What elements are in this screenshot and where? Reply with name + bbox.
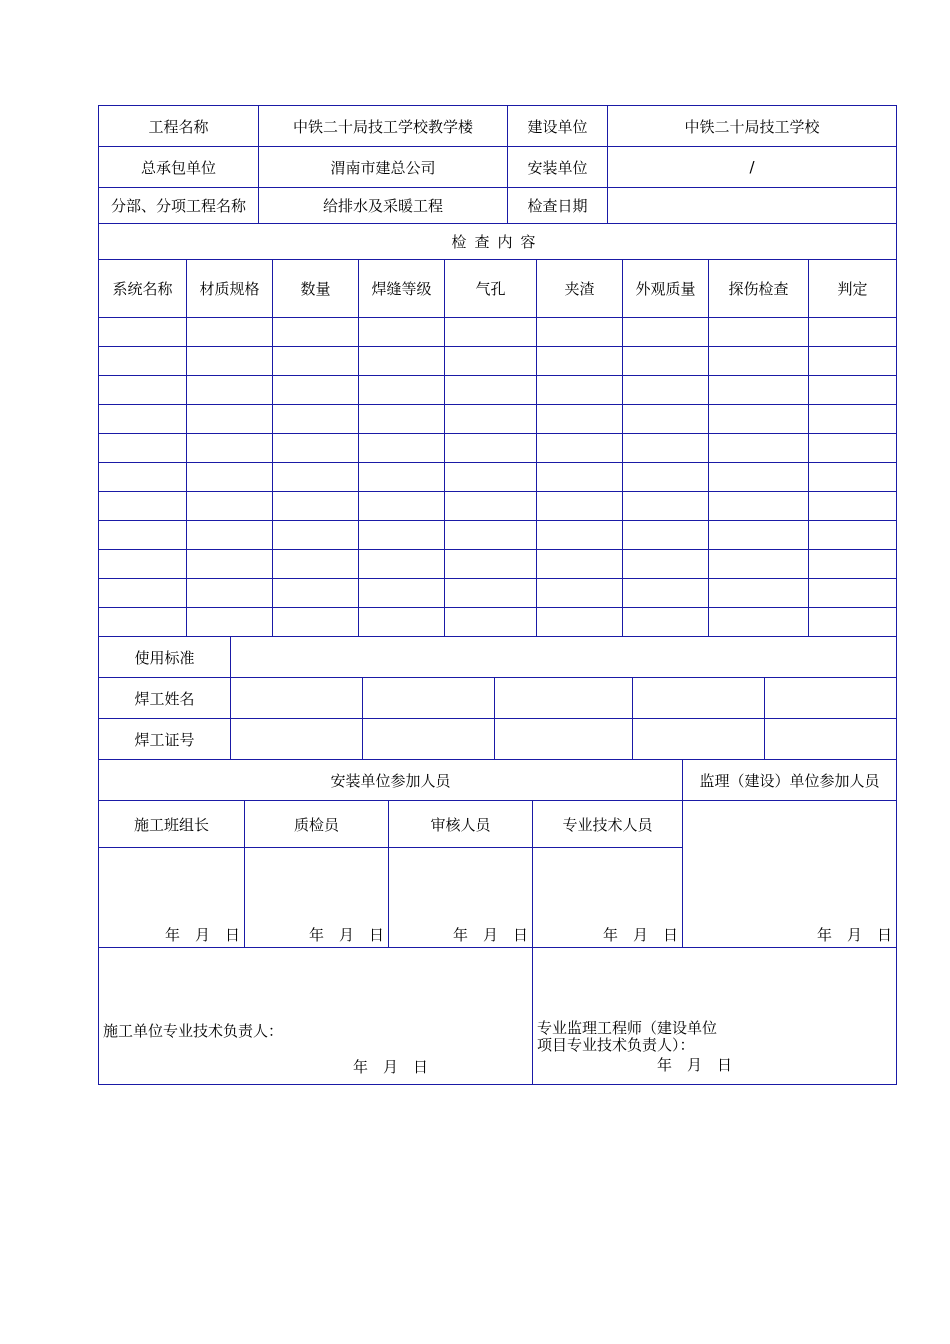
inspection-cell[interactable] [445, 463, 537, 492]
inspection-cell[interactable] [359, 492, 445, 521]
inspection-cell[interactable] [709, 318, 809, 347]
inspection-cell[interactable] [359, 405, 445, 434]
welder-name-label: 焊工姓名 [99, 678, 231, 719]
table-row [99, 318, 897, 347]
contractor-tech-lead-label: 施工单位专业技术负责人： [103, 1022, 284, 1040]
inspection-cell[interactable] [187, 579, 273, 608]
inspection-cell[interactable] [709, 347, 809, 376]
table-row [99, 492, 897, 521]
inspection-cell[interactable] [359, 434, 445, 463]
supervision-participants-title: 监理（建设）单位参加人员 [683, 760, 897, 801]
supervision-engineer-label-line2: 项目专业技术负责人）： [537, 1036, 695, 1054]
installer-value: / [608, 147, 897, 188]
contractor-signoff-date: 年 月 日 [353, 1058, 429, 1076]
inspection-cell[interactable] [359, 318, 445, 347]
inspection-cell[interactable] [537, 463, 623, 492]
inspection-cell[interactable] [187, 405, 273, 434]
participants-table [98, 759, 897, 948]
check-date-value [608, 188, 897, 224]
inspection-cell[interactable] [187, 608, 273, 637]
signature-date: 年 月 日 [164, 926, 240, 944]
table-row [99, 579, 897, 608]
quality-inspector-signature-cell[interactable] [245, 848, 389, 948]
inspection-cell[interactable] [709, 434, 809, 463]
inspection-cell[interactable] [623, 492, 709, 521]
welder-name-cell[interactable] [231, 678, 363, 719]
col-material-spec: 材质规格 [187, 260, 273, 318]
inspection-cell[interactable] [537, 376, 623, 405]
signature-date: 年 月 日 [603, 926, 679, 944]
inspection-cell[interactable] [537, 608, 623, 637]
project-name-value: 中铁二十局技工学校教学楼 [259, 106, 508, 147]
col-weld-grade: 焊缝等级 [359, 260, 445, 318]
role-technical-staff: 专业技术人员 [533, 801, 683, 848]
table-row [99, 434, 897, 463]
inspection-cell[interactable] [273, 347, 359, 376]
inspection-cell[interactable] [623, 434, 709, 463]
inspection-cell[interactable] [709, 463, 809, 492]
inspection-cell[interactable] [359, 579, 445, 608]
welder-cert-cell[interactable] [495, 719, 633, 760]
col-quantity: 数量 [273, 260, 359, 318]
table-row [99, 521, 897, 550]
inspection-cell[interactable] [537, 492, 623, 521]
supervision-engineer-label-line1: 专业监理工程师（建设单位 [537, 1019, 718, 1037]
col-slag: 夹渣 [537, 260, 623, 318]
inspection-title: 检查内容 [99, 224, 897, 260]
inspection-cell[interactable] [445, 579, 537, 608]
role-quality-inspector: 质检员 [245, 801, 389, 848]
inspection-cell[interactable] [623, 550, 709, 579]
inspection-cell[interactable] [809, 579, 897, 608]
welder-name-cell[interactable] [633, 678, 765, 719]
inspection-cell[interactable] [709, 376, 809, 405]
inspection-cell[interactable] [273, 550, 359, 579]
inspection-form [98, 105, 896, 1085]
welder-cert-cell[interactable] [765, 719, 897, 760]
inspection-cell[interactable] [709, 608, 809, 637]
inspection-cell[interactable] [187, 318, 273, 347]
inspection-cell[interactable] [273, 376, 359, 405]
welder-name-cell[interactable] [495, 678, 633, 719]
inspection-cell[interactable] [445, 434, 537, 463]
inspection-cell[interactable] [99, 434, 187, 463]
inspection-cell[interactable] [99, 376, 187, 405]
inspection-cell[interactable] [359, 376, 445, 405]
inspection-cell[interactable] [359, 550, 445, 579]
contractor-tech-lead-cell[interactable] [99, 948, 533, 1085]
inspection-cell[interactable] [623, 347, 709, 376]
inspection-cell[interactable] [623, 318, 709, 347]
inspection-cell[interactable] [273, 608, 359, 637]
inspection-cell[interactable] [187, 347, 273, 376]
inspection-cell[interactable] [273, 434, 359, 463]
table-row [99, 347, 897, 376]
inspection-cell[interactable] [445, 521, 537, 550]
inspection-cell[interactable] [809, 434, 897, 463]
inspection-cell[interactable] [99, 521, 187, 550]
inspection-cell[interactable] [99, 318, 187, 347]
inspection-cell[interactable] [273, 318, 359, 347]
inspection-cell[interactable] [623, 608, 709, 637]
welder-cert-cell[interactable] [633, 719, 765, 760]
inspection-cell[interactable] [187, 463, 273, 492]
technical-staff-signature-cell[interactable] [533, 848, 683, 948]
inspection-cell[interactable] [537, 579, 623, 608]
inspection-cell[interactable] [445, 492, 537, 521]
contractor-value: 渭南市建总公司 [259, 147, 508, 188]
table-row [99, 405, 897, 434]
supervision-engineer-label [537, 1020, 717, 1054]
inspection-cell[interactable] [709, 579, 809, 608]
check-date-label: 检查日期 [508, 188, 608, 224]
signature-date: 年 月 日 [452, 926, 528, 944]
installer-label: 安装单位 [508, 147, 608, 188]
header-table [98, 105, 897, 260]
inspection-cell[interactable] [187, 376, 273, 405]
inspection-cell[interactable] [445, 376, 537, 405]
inspection-cell[interactable] [99, 463, 187, 492]
col-flaw-detection: 探伤检查 [709, 260, 809, 318]
table-row [99, 463, 897, 492]
inspection-cell[interactable] [359, 463, 445, 492]
reviewer-signature-cell[interactable] [389, 848, 533, 948]
contractor-label: 总承包单位 [99, 147, 259, 188]
subproject-label: 分部、分项工程名称 [99, 188, 259, 224]
inspection-cell[interactable] [187, 434, 273, 463]
role-reviewer: 审核人员 [389, 801, 533, 848]
inspection-cell[interactable] [809, 521, 897, 550]
inspection-cell[interactable] [537, 550, 623, 579]
inspection-cell[interactable] [809, 492, 897, 521]
inspection-cell[interactable] [623, 521, 709, 550]
inspection-cell[interactable] [709, 550, 809, 579]
inspection-cell[interactable] [99, 347, 187, 376]
inspection-cell[interactable] [809, 463, 897, 492]
inspection-cell[interactable] [709, 521, 809, 550]
inspection-cell[interactable] [537, 434, 623, 463]
inspection-cell[interactable] [537, 318, 623, 347]
inspection-cell[interactable] [187, 521, 273, 550]
inspection-cell[interactable] [809, 347, 897, 376]
table-row [99, 376, 897, 405]
inspection-cell[interactable] [273, 463, 359, 492]
inspection-cell[interactable] [273, 579, 359, 608]
inspection-cell[interactable] [187, 550, 273, 579]
signature-date: 年 月 日 [817, 926, 893, 944]
inspection-cell[interactable] [187, 492, 273, 521]
inspection-cell[interactable] [709, 405, 809, 434]
builder-label: 建设单位 [508, 106, 608, 147]
supervision-engineer-cell[interactable] [533, 948, 897, 1085]
role-team-leader: 施工班组长 [99, 801, 245, 848]
inspection-cell[interactable] [445, 318, 537, 347]
col-porosity: 气孔 [445, 260, 537, 318]
inspection-cell[interactable] [445, 550, 537, 579]
inspection-cell[interactable] [709, 492, 809, 521]
inspection-cell[interactable] [537, 521, 623, 550]
inspection-cell[interactable] [809, 550, 897, 579]
welder-name-cell[interactable] [765, 678, 897, 719]
inspection-cell[interactable] [99, 579, 187, 608]
inspection-cell[interactable] [623, 405, 709, 434]
inspection-cell[interactable] [623, 376, 709, 405]
supervision-signoff-date: 年 月 日 [657, 1056, 733, 1074]
col-system-name: 系统名称 [99, 260, 187, 318]
inspection-cell[interactable] [273, 405, 359, 434]
inspection-cell[interactable] [445, 608, 537, 637]
install-participants-title: 安装单位参加人员 [99, 760, 683, 801]
inspection-cell[interactable] [445, 405, 537, 434]
team-leader-signature-cell[interactable] [99, 848, 245, 948]
builder-value: 中铁二十局技工学校 [608, 106, 897, 147]
welder-cert-label: 焊工证号 [99, 719, 231, 760]
inspection-cell[interactable] [809, 376, 897, 405]
table-row [99, 550, 897, 579]
welder-table [98, 636, 897, 760]
inspection-cell[interactable] [809, 405, 897, 434]
welder-name-cell[interactable] [363, 678, 495, 719]
inspection-cell[interactable] [537, 405, 623, 434]
col-judgement: 判定 [809, 260, 897, 318]
inspection-cell[interactable] [623, 463, 709, 492]
inspection-cell[interactable] [445, 347, 537, 376]
inspection-cell[interactable] [99, 550, 187, 579]
inspection-cell[interactable] [273, 521, 359, 550]
welder-cert-cell[interactable] [231, 719, 363, 760]
inspection-cell[interactable] [99, 405, 187, 434]
inspection-cell[interactable] [359, 347, 445, 376]
signature-date: 年 月 日 [308, 926, 384, 944]
project-name-label: 工程名称 [99, 106, 259, 147]
inspection-cell[interactable] [359, 608, 445, 637]
inspection-grid [98, 259, 897, 637]
standard-label: 使用标准 [99, 637, 231, 678]
table-row [99, 608, 897, 637]
inspection-cell[interactable] [99, 608, 187, 637]
inspection-cell[interactable] [273, 492, 359, 521]
standard-value[interactable] [231, 637, 897, 678]
inspection-cell[interactable] [359, 521, 445, 550]
subproject-value: 给排水及采暖工程 [259, 188, 508, 224]
signoff-table [98, 947, 897, 1085]
inspection-cell[interactable] [809, 318, 897, 347]
inspection-cell[interactable] [537, 347, 623, 376]
welder-cert-cell[interactable] [363, 719, 495, 760]
inspection-cell[interactable] [99, 492, 187, 521]
supervision-signature-cell[interactable] [683, 801, 897, 948]
col-appearance: 外观质量 [623, 260, 709, 318]
inspection-cell[interactable] [623, 579, 709, 608]
inspection-cell[interactable] [809, 608, 897, 637]
